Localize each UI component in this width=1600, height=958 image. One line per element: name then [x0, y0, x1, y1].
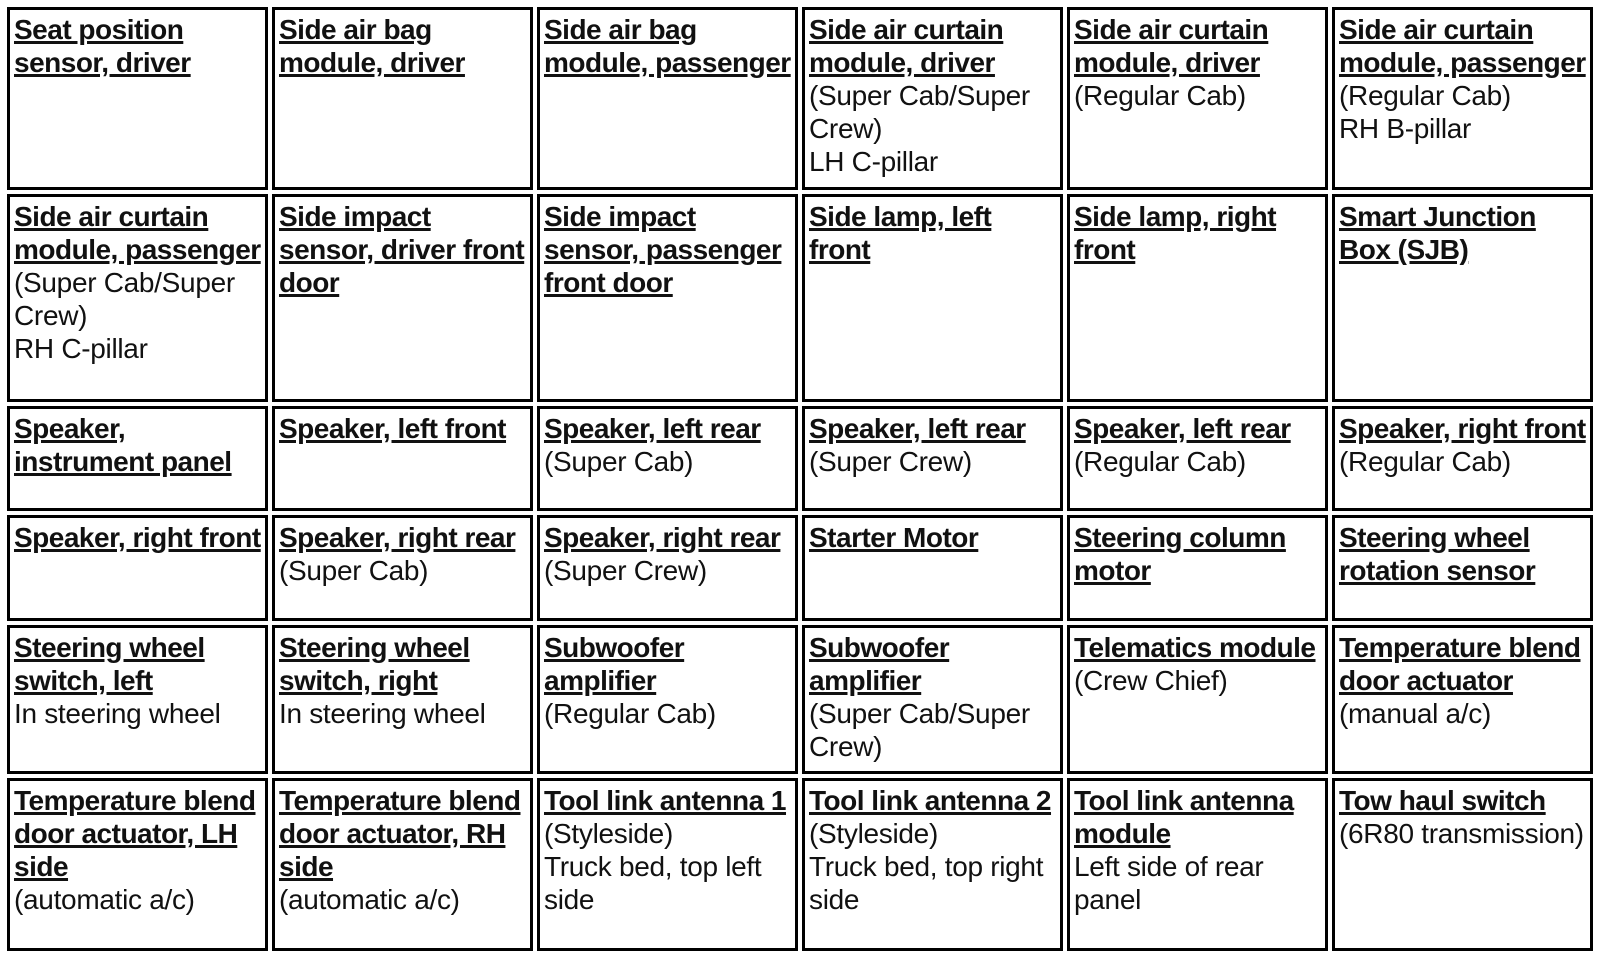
component-link[interactable]: Speaker, right front — [14, 522, 261, 554]
component-link[interactable]: Side impact sensor, driver front door — [279, 201, 525, 299]
table-cell — [1332, 194, 1593, 401]
table-cell — [272, 778, 533, 951]
cell-note: (automatic a/c) — [279, 883, 460, 915]
cell-note: (Super Crew) — [809, 445, 972, 477]
component-link[interactable]: Speaker, instrument panel — [14, 412, 232, 477]
table-cell — [537, 7, 798, 190]
cell-note: (automatic a/c) — [14, 883, 195, 915]
component-link[interactable]: Temperature blend door actuator, LH side — [14, 784, 256, 882]
table-row — [7, 7, 1593, 190]
table-cell — [802, 625, 1063, 774]
cell-note: (Super Cab/Super Crew) — [14, 267, 235, 332]
cell-note: (Super Crew) — [544, 555, 707, 587]
component-link[interactable]: Steering wheel switch, right — [279, 631, 470, 696]
table-cell — [1067, 194, 1328, 401]
table-cell — [1067, 515, 1328, 621]
cell-note: (Regular Cab) — [1339, 445, 1511, 477]
component-link[interactable]: Seat position sensor, driver — [14, 14, 191, 78]
component-link[interactable]: Side impact sensor, passenger front door — [544, 201, 782, 299]
component-link[interactable]: Side air bag module, driver — [279, 14, 465, 78]
table-cell — [537, 515, 798, 621]
cell-note: (Regular Cab) — [1074, 445, 1246, 477]
table-cell — [1067, 406, 1328, 512]
cell-location: Truck bed, top right side — [809, 850, 1044, 915]
cell-note: (Styleside) — [809, 817, 938, 849]
cell-note: (Super Cab) — [279, 555, 429, 587]
table-cell — [272, 194, 533, 401]
cell-note: (Regular Cab) — [1339, 80, 1511, 111]
cell-note: (Regular Cab) — [544, 697, 716, 729]
table-cell — [802, 194, 1063, 401]
component-link[interactable]: Speaker, left front — [279, 412, 507, 444]
table-cell — [802, 7, 1063, 190]
table-row — [7, 778, 1593, 951]
table-cell — [1332, 625, 1593, 774]
component-link[interactable]: Speaker, right front — [1339, 412, 1586, 444]
cell-note: (Super Cab) — [544, 445, 694, 477]
cell-note: (Styleside) — [544, 817, 673, 849]
table-cell — [1332, 7, 1593, 190]
component-link[interactable]: Starter Motor — [809, 522, 979, 554]
table-cell — [272, 406, 533, 512]
table-cell — [802, 406, 1063, 512]
component-link[interactable]: Tool link antenna module — [1074, 784, 1294, 849]
cell-note: (manual a/c) — [1339, 697, 1492, 729]
component-link[interactable]: Steering wheel switch, left — [14, 631, 205, 696]
table-cell — [1332, 406, 1593, 512]
component-link[interactable]: Side air bag module, passenger — [544, 14, 791, 78]
component-link[interactable]: Side lamp, left front — [809, 201, 992, 266]
cell-location: RH C-pillar — [14, 333, 148, 365]
component-link[interactable]: Speaker, right rear — [544, 522, 781, 554]
component-link[interactable]: Speaker, left rear — [809, 412, 1026, 444]
component-link[interactable]: Temperature blend door actuator, RH side — [279, 784, 521, 882]
table-cell — [7, 778, 268, 951]
table-cell — [7, 406, 268, 512]
component-link[interactable]: Speaker, left rear — [1074, 412, 1291, 444]
table-cell — [1067, 778, 1328, 951]
cell-note: (Super Cab/Super Crew) — [809, 697, 1030, 762]
component-link[interactable]: Side air curtain module, passenger — [1339, 14, 1586, 78]
component-link[interactable]: Subwoofer amplifier — [544, 631, 685, 696]
table-row — [7, 515, 1593, 621]
table-cell — [537, 194, 798, 401]
table-cell — [7, 7, 268, 190]
cell-location: LH C-pillar — [809, 146, 938, 177]
component-link[interactable]: Smart Junction Box (SJB) — [1339, 201, 1536, 266]
cell-note: (Crew Chief) — [1074, 664, 1228, 696]
table-row — [7, 625, 1593, 774]
cell-note: In steering wheel — [14, 697, 221, 729]
cell-note: (Super Cab/Super Crew) — [809, 80, 1030, 144]
cell-note: (Regular Cab) — [1074, 80, 1246, 111]
component-link[interactable]: Speaker, left rear — [544, 412, 761, 444]
component-link[interactable]: Steering wheel rotation sensor — [1339, 522, 1536, 587]
component-link[interactable]: Telematics module — [1074, 631, 1316, 663]
cell-location: Truck bed, top left side — [544, 850, 762, 915]
cell-note: (6R80 transmission) — [1339, 817, 1584, 849]
table-cell — [537, 406, 798, 512]
table-cell — [802, 515, 1063, 621]
cell-note: Left side of rear panel — [1074, 850, 1264, 915]
table-cell — [1332, 515, 1593, 621]
component-link[interactable]: Subwoofer amplifier — [809, 631, 950, 696]
table-cell — [1332, 778, 1593, 951]
table-row — [7, 406, 1593, 512]
cell-location: RH B-pillar — [1339, 113, 1472, 144]
component-link[interactable]: Steering column motor — [1074, 522, 1286, 587]
table-cell — [1067, 7, 1328, 190]
table-cell — [537, 625, 798, 774]
table-cell — [7, 194, 268, 401]
table-cell — [537, 778, 798, 951]
component-link[interactable]: Side lamp, right front — [1074, 201, 1277, 266]
table-cell — [272, 7, 533, 190]
table-cell — [7, 625, 268, 774]
table-cell — [272, 515, 533, 621]
table-cell — [272, 625, 533, 774]
component-link[interactable]: Tool link antenna 1 — [544, 784, 787, 816]
component-link[interactable]: Temperature blend door actuator — [1339, 631, 1581, 696]
component-link[interactable]: Speaker, right rear — [279, 522, 516, 554]
component-link[interactable]: Side air curtain module, driver — [1074, 14, 1269, 78]
table-cell — [7, 515, 268, 621]
component-link[interactable]: Side air curtain module, driver — [809, 14, 1004, 78]
component-location-table — [3, 3, 1597, 955]
cell-note: In steering wheel — [279, 697, 486, 729]
component-link[interactable]: Tool link antenna 2 — [809, 784, 1052, 816]
table-cell — [1067, 625, 1328, 774]
table-row — [7, 194, 1593, 401]
component-link[interactable]: Tow haul switch — [1339, 784, 1546, 816]
component-link[interactable]: Side air curtain module, passenger — [14, 201, 261, 266]
table-cell — [802, 778, 1063, 951]
